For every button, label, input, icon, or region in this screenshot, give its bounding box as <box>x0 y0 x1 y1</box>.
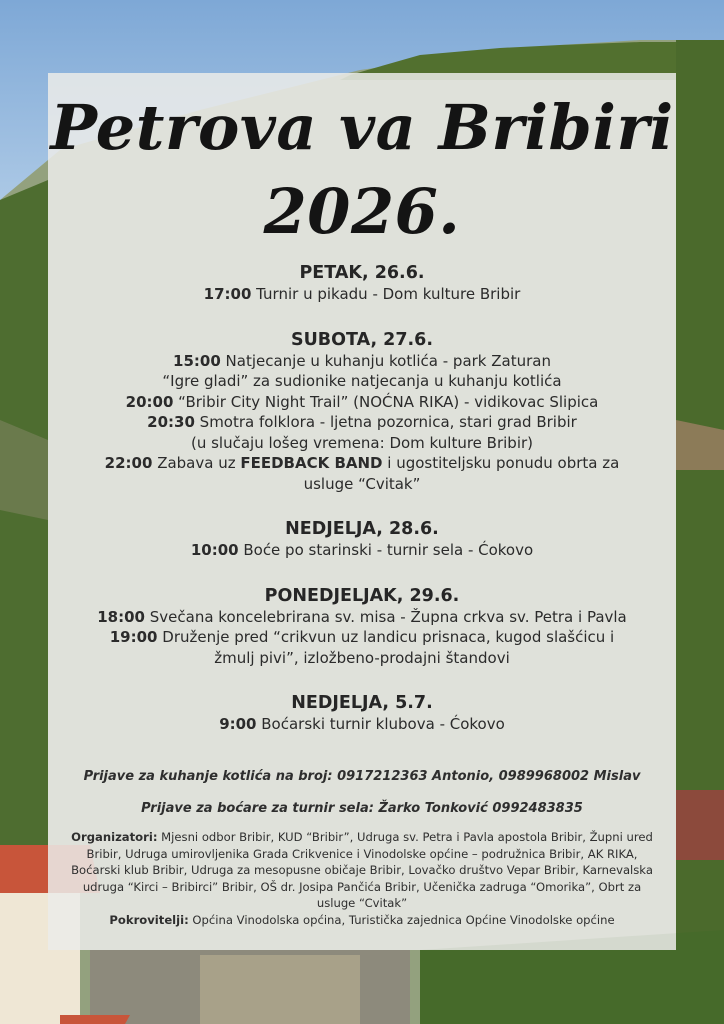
title-line-1: Petrova va Bribiri <box>50 91 674 164</box>
program-schedule <box>48 262 676 759</box>
event-text: Zabava uz <box>152 454 241 472</box>
event-time: 20:00 <box>125 392 174 411</box>
event-text: usluge “Cvitak” <box>303 474 421 493</box>
organizers-text: Mjesni odbor Bribir, KUD “Bribir”, Udruga sv. Petra i Pavla apostola Bribir, Župni ured Bribir, Udruga umirovljenika Grada Crikvenice i Vinodolske općine – podružnica Bribir, AK RIKA, Boćarski klub Bribir, Udruga za mesopusne običaje Bribir, Lovačko društvo Vepar Bribir, Karnevalska udruga “Kirci – Bribirci” Bribir, OŠ dr. Josipa Pančića Bribir, Učenička zadruga “Omorika”, Obrt za usluge “Cvitak” <box>71 830 653 910</box>
event-time: 20:30 <box>147 413 195 431</box>
day-block <box>48 329 676 495</box>
event-text: i ugostiteljsku ponudu obrta za <box>382 454 620 472</box>
registration-kotlici: Prijave za kuhanje kotlića na broj: 0917212363 Antonio, 0989968002 Mislav <box>83 769 641 784</box>
day-heading: SUBOTA, 27.6. <box>290 329 434 350</box>
event-text: Natjecanje u kuhanju kotlića - park Zaturan <box>220 351 551 370</box>
sponsors-label: Pokrovitelji: <box>109 913 189 927</box>
sponsors-text: Općina Vinodolska općina, Turistička zajednica Općine Vinodolske općine <box>188 913 615 927</box>
event-text: Boćarski turnir klubova - Ćokovo <box>256 715 505 733</box>
day-block <box>48 692 676 735</box>
event-time: 22:00 <box>104 454 153 472</box>
event-text: Turnir u pikadu - Dom kulture Bribir <box>251 285 521 303</box>
event-time: 18:00 <box>97 607 145 626</box>
event-line <box>48 371 676 392</box>
organizers-label: Organizatori: <box>71 830 158 844</box>
band-name: FEEDBACK BAND <box>240 454 383 472</box>
event-text: Druženje pred “crikvun uz landicu prisnaca, kugod slašćicu i <box>157 628 615 646</box>
event-text: Boće po starinski - turnir sela - Ćokovo <box>238 541 534 559</box>
event-time: 19:00 <box>109 628 158 646</box>
event-time: 10:00 <box>190 541 239 559</box>
day-heading: PONEDJELJAK, 29.6. <box>264 585 460 606</box>
event-time: 9:00 <box>219 715 257 733</box>
event-line <box>48 412 676 433</box>
event-line <box>48 284 676 305</box>
sponsors <box>70 912 654 929</box>
day-heading: PETAK, 26.6. <box>299 263 425 283</box>
event-line <box>48 351 676 372</box>
event-time: 17:00 <box>203 285 252 303</box>
event-line <box>48 453 676 474</box>
day-block <box>48 585 676 669</box>
registration-bocari: Prijave za boćare za turnir sela: Žarko Tonković 0992483835 <box>141 801 583 816</box>
event-line <box>48 474 676 495</box>
event-line <box>48 433 676 454</box>
day-heading: NEDJELJA, 5.7. <box>291 693 433 713</box>
event-text: Svečana koncelebrirana sv. misa - Župna crkva sv. Petra i Pavla <box>145 607 627 626</box>
event-text: “Bribir City Night Trail” (NOĆNA RIKA) - vidikovac Slipica <box>173 392 599 411</box>
event-line <box>48 714 676 735</box>
event-line <box>48 540 676 561</box>
organizers <box>70 829 654 912</box>
event-line <box>48 607 676 628</box>
day-block <box>48 518 676 561</box>
day-heading: NEDJELJA, 28.6. <box>285 519 439 539</box>
event-line <box>48 648 676 669</box>
event-text: (u slučaju lošeg vremena: Dom kulture Bribir) <box>190 433 534 452</box>
event-time: 15:00 <box>173 351 221 370</box>
title-line-2: 2026. <box>263 175 461 248</box>
day-block <box>48 262 676 305</box>
event-line <box>48 392 676 413</box>
event-text: “Igre gladi” za sudionike natjecanja u kuhanju kotlića <box>162 372 562 390</box>
event-text: žmulj pivi”, izložbeno-prodajni štandovi <box>214 648 510 667</box>
event-line <box>48 627 676 648</box>
event-text: Smotra folklora - ljetna pozornica, stari grad Bribir <box>194 413 577 431</box>
page-title <box>48 86 676 254</box>
